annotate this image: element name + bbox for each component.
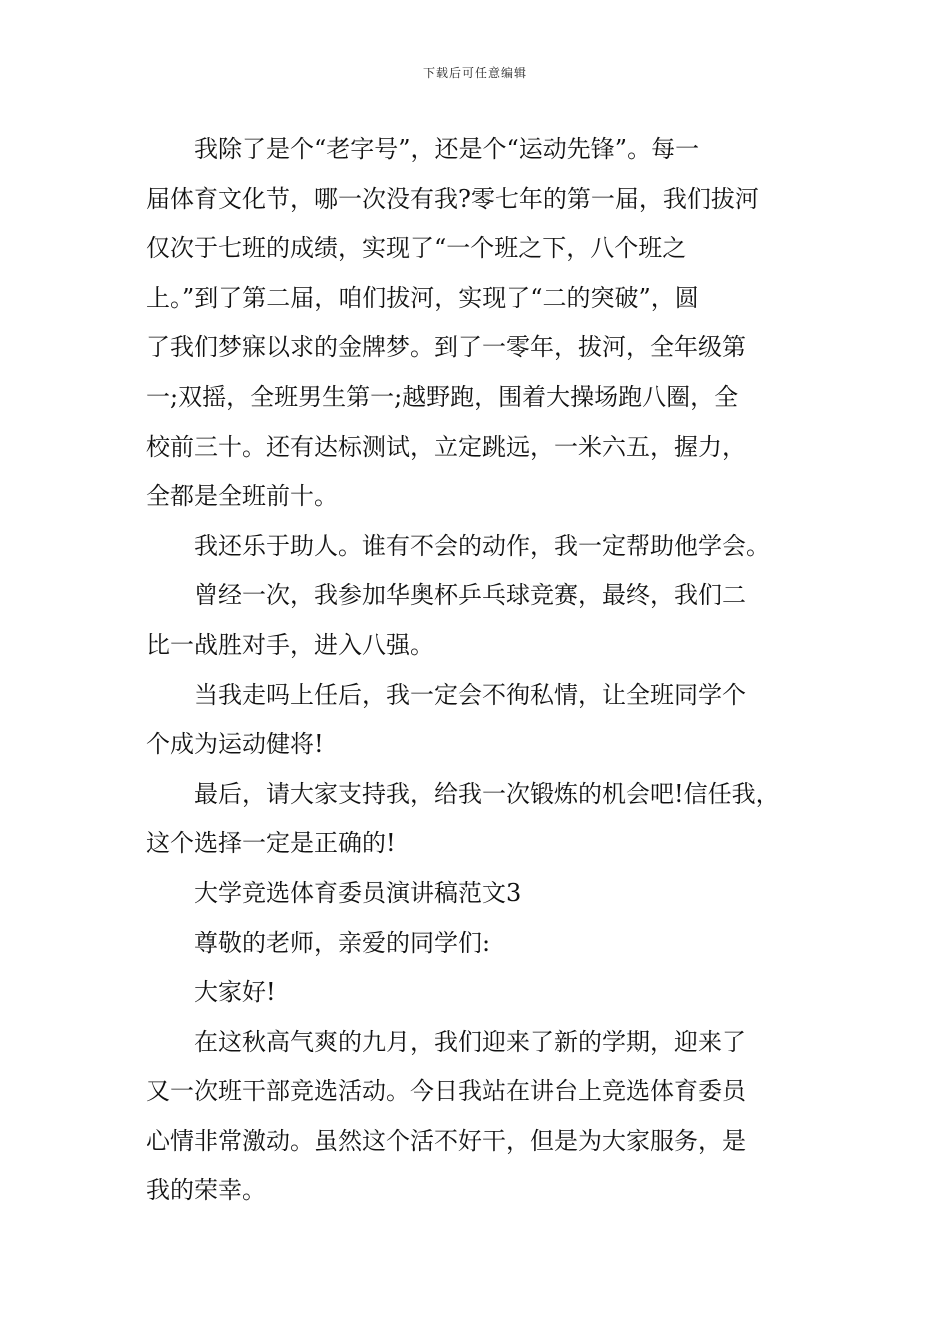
paragraph-5 [146, 770, 810, 869]
text-line: 又一次班干部竞选活动。今日我站在讲台上竞选体育委员 [146, 1077, 746, 1106]
text-line: 了我们梦寐以求的金牌梦。到了一零年，拔河，全年级第 [146, 333, 746, 362]
text-line: 我除了是个“老字号”，还是个“运动先锋”。每一 [194, 135, 700, 163]
text-line: 上。”到了第二届，咱们拔河，实现了“二的突破”，圆 [146, 283, 699, 312]
paragraph-3 [146, 571, 810, 670]
text-line: 仅次于七班的成绩，实现了“一个班之下，八个班之 [146, 234, 687, 263]
text-line: 全都是全班前十。 [146, 482, 338, 511]
text-line: 比一战胜对手，进入八强。 [146, 630, 434, 659]
paragraph-4 [146, 671, 810, 770]
text-line: 我还乐于助人。谁有不会的动作，我一定帮助他学会。 [194, 531, 770, 560]
text-line: 我的荣幸。 [146, 1176, 266, 1205]
paragraph-2 [146, 522, 810, 572]
document-body [146, 125, 810, 1216]
text-line: 在这秋高气爽的九月，我们迎来了新的学期，迎来了 [194, 1027, 746, 1056]
text-line: 大家好! [194, 978, 276, 1007]
paragraph-1 [146, 125, 810, 522]
text-line: 当我走吗上任后，我一定会不徇私情，让全班同学个 [194, 680, 746, 709]
text-line: 个成为运动健将! [146, 730, 324, 759]
text-line: 心情非常激动。虽然这个活不好干，但是为大家服务，是 [146, 1126, 746, 1155]
section-heading [146, 869, 810, 919]
page-header-note: 下载后可任意编辑 [422, 66, 527, 80]
text-line: 尊敬的老师，亲爱的同学们: [194, 928, 491, 957]
paragraph-6 [146, 1018, 810, 1216]
salutation [146, 919, 810, 969]
text-line: 届体育文化节，哪一次没有我?零七年的第一届，我们拔河 [146, 184, 759, 213]
text-line: 最后，请大家支持我，给我一次锻炼的机会吧!信任我， [194, 779, 780, 808]
text-line: 校前三十。还有达标测试，立定跳远，一米六五，握力， [146, 432, 746, 461]
text-line: 一;双摇，全班男生第一;越野跑，围着大操场跑八圈，全 [146, 382, 739, 411]
greeting [146, 968, 810, 1018]
text-line: 曾经一次，我参加华奥杯乒乓球竞赛，最终，我们二 [194, 581, 746, 610]
text-line: 大学竞选体育委员演讲稿范文3 [194, 878, 522, 907]
text-line: 这个选择一定是正确的! [146, 829, 396, 858]
